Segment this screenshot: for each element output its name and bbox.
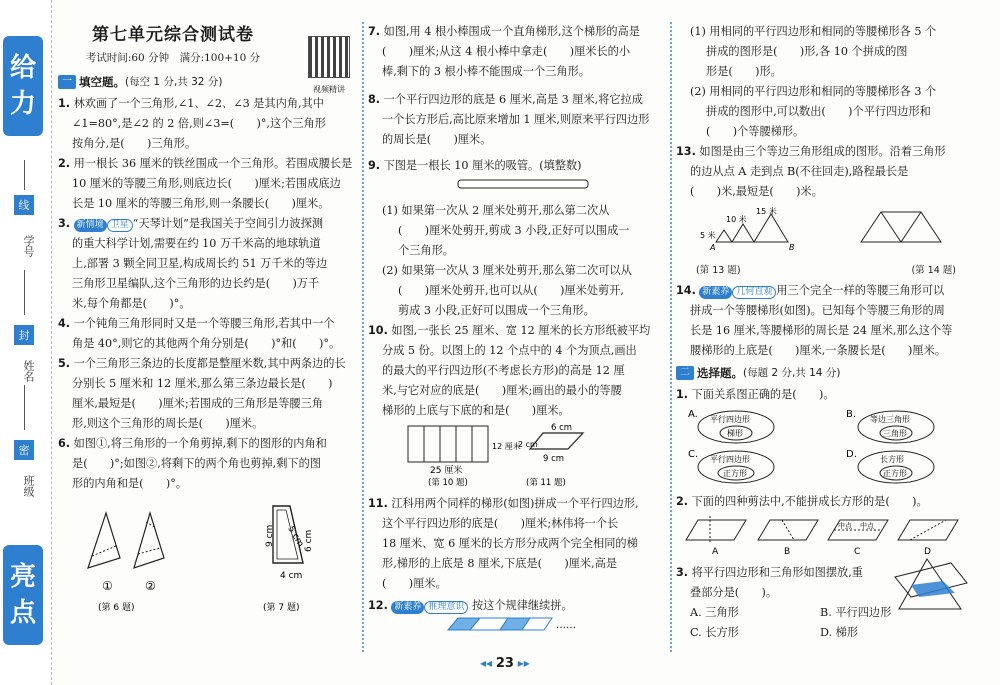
tag-badge: 新素养 (391, 601, 424, 614)
section-number: 一 (58, 75, 76, 89)
question-4 (58, 314, 358, 354)
question-text: 下面关系图正确的是( )。 (691, 388, 835, 401)
choice-1 (676, 385, 976, 492)
overlap-figure (891, 557, 971, 615)
inner-label: 梯形 (727, 429, 743, 438)
figures-q13-q14 (676, 202, 976, 258)
qr-label: 视频精讲 (313, 85, 345, 94)
question-1 (58, 94, 358, 154)
strip-tab-bottom (3, 545, 43, 645)
question-text: ( )厘米;从这 4 根小棒中拿走( )厘米长的小 (382, 45, 631, 58)
question-text: 的周长是( )厘米。 (382, 133, 492, 146)
page-title: 第七单元综合测试卷 (92, 25, 254, 45)
question-text: (1) 用相同的平行四边形和相同的等腰梯形各 5 个 (690, 25, 937, 38)
column-divider (670, 22, 672, 652)
question-text: 米,每个角都是( )°。 (72, 297, 191, 310)
question-text: 腰梯形的上底是( )厘米,一条腰长是( )厘米。 (690, 344, 946, 357)
cut-line (138, 548, 160, 554)
question-text: (1) 如果第一次从 2 厘米处剪开,那么第二次从 (382, 204, 610, 217)
tag-badge: 新情境 (74, 219, 107, 232)
figures-q10-q11 (368, 421, 668, 487)
option-key[interactable]: C. (688, 449, 699, 460)
question-text: 个三角形。 (398, 244, 454, 257)
section-number: 二 (676, 366, 694, 380)
question-text: 形,则这个三角形的周长是( )厘米。 (72, 417, 264, 430)
column-1 (58, 22, 358, 613)
section-title: 填空题。 (79, 75, 125, 89)
question-text: 林欢画了一个三角形,∠1、∠2、∠3 是其内角,其中 (73, 97, 324, 110)
strip-char: 点 (9, 598, 36, 628)
question-text: 叠部分是( )。 (690, 586, 778, 599)
question-number: 12. (368, 599, 388, 612)
rectangle-grid (408, 426, 488, 462)
dimension-label: 4 cm (280, 571, 303, 581)
question-text: 拼成一个等腰梯形(如图)。已知每个等腰三角形的周 (690, 304, 945, 317)
outer-label: 平行四边形 (710, 455, 750, 464)
dimension-label: 9 cm (265, 524, 275, 547)
name-label: 姓名 (22, 360, 35, 382)
overlap-region (911, 581, 955, 597)
question-text: 如图是由三个等边三角形组成的图形。沿着三角形 (699, 145, 946, 158)
option-key[interactable]: A. (688, 409, 698, 420)
question-text: 一个钝角三角形同时又是一个等腰三角形,若其中一个 (73, 317, 335, 330)
question-text: 如图,一张长 25 厘米、宽 12 厘米的长方形纸被平均 (391, 324, 651, 337)
figures-q6-q7 (58, 498, 358, 613)
question-text: 上,部署 3 颗全同卫星,构成周长约 51 万千米的等边 (72, 257, 328, 270)
section-note: (每题 2 分,共 14 分) (743, 367, 841, 379)
question-number: 6. (58, 437, 71, 450)
figure-label: ② (145, 579, 156, 593)
question-text: 按这个规律继续拼。 (471, 599, 573, 612)
question-text: ( )米,最短是( )米。 (690, 185, 823, 198)
strip-line (24, 160, 25, 190)
binding-strip (0, 0, 52, 685)
question-number: 4. (58, 317, 71, 330)
question-3 (58, 214, 358, 314)
strip-line (24, 385, 25, 430)
question-text: 厘米,最短是( )厘米;若围成的三角形是等腰三角 (72, 397, 323, 410)
question-text: 长是 10 厘米的等腰三角形,则一条腰长( )厘米。 (72, 197, 330, 210)
question-11 (368, 494, 668, 594)
question-9 (368, 156, 668, 321)
student-id-label: 学号 (22, 235, 35, 257)
cut-line (782, 520, 794, 540)
question-text: 米,与它对应的底是( )厘米;画出的最小的等腰 (382, 384, 622, 397)
question-text: 拼成的图形中,可以数出( )个平行四边形和 (706, 105, 931, 118)
straw (458, 180, 588, 188)
point-label: B (789, 243, 795, 252)
parallelogram (758, 520, 818, 540)
question-text: 形,梯形的上底是 8 厘米,下底是( )厘米,高是 (382, 557, 618, 570)
question-text: 这个平行四边形的底是( )厘米;林伟将一个长 (382, 517, 619, 530)
question-text: ∠1=80°,是∠2 的 2 倍,则∠3=( )°,这个三角形 (72, 117, 326, 130)
tag-badge: 几何直观 (732, 286, 776, 299)
question-number: 10. (368, 324, 388, 337)
dimension-label: 9 cm (543, 454, 565, 464)
dimension-label: 10 米 (726, 215, 747, 224)
divider-line (901, 212, 921, 242)
question-number: 1. (58, 97, 71, 110)
figure-caption: (第 10 题) (428, 478, 468, 487)
question-text: 棒,剩下的 3 根小棒不能围成一个三角形。 (382, 65, 590, 78)
strip-line (24, 270, 25, 315)
question-text: 的重大科学计划,需要在约 10 万千米高的地球轨道 (72, 237, 321, 250)
triangle-cut-shape (134, 513, 164, 568)
cut-mark: 封 (14, 325, 34, 345)
question-10 (368, 321, 668, 421)
choice-3 (676, 563, 976, 643)
option-label[interactable]: B (784, 547, 791, 556)
question-text: 一个长方形后,高比原来增加 1 厘米,则原来平行四边形 (382, 113, 650, 126)
strip-char: 给 (9, 53, 36, 83)
question-text: ( )厘米处剪开,剪成 3 小段,正好可以围成一 (398, 224, 630, 237)
choice-options-row (676, 623, 976, 643)
inner-label: 正方形 (883, 469, 907, 478)
figure-caption: (第 13 题) (696, 265, 741, 276)
option-b[interactable]: B. 平行四边形 (820, 606, 892, 619)
section-note: (每空 1 分,共 32 分) (125, 76, 223, 88)
choice-2 (676, 492, 976, 563)
question-number: 5. (58, 357, 71, 370)
question-text: 将平行四边形和三角形如图摆放,重 (691, 566, 863, 579)
triangle-small (716, 230, 732, 242)
question-number: 2. (58, 157, 71, 170)
question-text: 一个三角形三条边的长度都是整厘米数,其中两条边的长 (73, 357, 346, 370)
section-header-choice (676, 363, 976, 383)
qr-code[interactable] (308, 36, 350, 78)
triangle-cut-shape (88, 513, 120, 568)
question-text: 形是( )形。 (706, 65, 782, 78)
question-14 (676, 281, 976, 361)
strip-char: 力 (9, 89, 36, 119)
question-text: (2) 用相同的平行四边形和相同的等腰梯形各 3 个 (690, 85, 937, 98)
dimension-label: 5 cm (285, 524, 306, 549)
question-text: 梯形的上底与下底的和是( )厘米。 (382, 404, 570, 417)
question-text: 下图是一根长 10 厘米的吸管。(填整数) (383, 159, 582, 172)
question-text: 长是 16 厘米,等腰梯形的周长是 24 厘米,那么这个等 (690, 324, 953, 337)
isosceles-trapezoid (861, 212, 941, 242)
question-text: 用三个完全一样的等腰三角形可以 (776, 284, 945, 297)
tag-badge: 卫星 (107, 219, 133, 232)
question-text: ( )厘米。 (382, 577, 447, 590)
question-text: 的最大的平行四边形(不考虑长方形)的高是 12 厘 (382, 364, 625, 377)
divider-line (881, 212, 901, 242)
question-text: 分别长 5 厘米和 12 厘米,那么第三条边最长是( ) (72, 377, 333, 390)
cut-mark: 线 (14, 195, 34, 215)
dimension-label: 6 cm (304, 529, 314, 552)
outer-label: 长方形 (880, 455, 904, 464)
tag-badge: 新素养 (699, 286, 732, 299)
relation-diagrams (676, 405, 976, 485)
option-a[interactable]: A. 三角形 (690, 606, 739, 619)
question-number: 8. (368, 93, 381, 106)
question-number: 1. (676, 388, 689, 401)
dimension-label: 25 厘米 (430, 466, 463, 476)
inner-label: 三角形 (883, 429, 907, 438)
question-text: 用一根长 36 厘米的铁丝围成一个三角形。若围成腰长是 (73, 157, 353, 170)
option-d[interactable]: D. 梯形 (820, 626, 859, 639)
option-label[interactable]: D (924, 547, 931, 556)
page-number: ◂◂ 23 ▸▸ (480, 656, 530, 671)
column-3 (676, 22, 976, 643)
straw-figure (368, 176, 668, 194)
question-13 (676, 142, 976, 202)
ellipsis: …… (556, 620, 576, 631)
question-text: “天琴计划”是我国关于空间引力波探测 (132, 217, 324, 230)
midpoint-label: 中点 (860, 522, 874, 530)
outer-label: 等边三角形 (870, 415, 910, 424)
inner-label: 正方形 (723, 469, 747, 478)
question-text: 如图,用 4 根小棒围成一个直角梯形,这个梯形的高是 (383, 25, 640, 38)
question-text: 分成 5 份。以图上的 12 个点中的 4 个为顶点,画出 (382, 344, 637, 357)
question-number: 13. (676, 145, 696, 158)
triangle-medium (732, 224, 754, 242)
option-key[interactable]: D. (846, 449, 857, 460)
column-divider (362, 22, 364, 652)
class-label: 班级 (22, 475, 35, 497)
strip-tab-top (3, 36, 43, 136)
dimension-label: 12 厘米 (492, 442, 521, 451)
outer-label: 平行四边形 (710, 415, 750, 424)
dimension-label: 2 cm (518, 440, 538, 449)
strip-char: 亮 (9, 562, 36, 592)
question-text: 的边从点 A 走到点 B(不往回走),路程最长是 (690, 165, 909, 178)
pattern-figure (368, 616, 668, 632)
question-text: 10 厘米的等腰三角形,则底边长( )厘米;若围成底边 (72, 177, 341, 190)
question-text: 剪成 3 小段,正好可以围成一个三角形。 (398, 304, 595, 317)
question-text: 18 厘米、宽 6 厘米的长方形分成两个完全相同的梯 (382, 537, 638, 550)
cut-mark: 密 (14, 440, 34, 460)
dimension-label: 5 米 (700, 231, 716, 240)
question-text: 拼成的图形是( )形,各 10 个拼成的图 (706, 45, 908, 58)
question-12 (368, 596, 668, 639)
question-text: 是( )°;如图②,将剩下的两个角也剪掉,剩下的图 (72, 457, 321, 470)
option-c[interactable]: C. 长方形 (690, 626, 739, 639)
cut-line (146, 522, 156, 528)
question-8 (368, 90, 668, 150)
option-label[interactable]: C (854, 547, 861, 556)
question-number: 14. (676, 284, 696, 297)
question-number: 9. (368, 159, 381, 172)
tag-badge: 推理意识 (424, 601, 468, 614)
trapezoid-shape (530, 433, 583, 449)
cut-line (92, 546, 116, 556)
question-2 (58, 154, 358, 214)
question-number: 11. (368, 497, 388, 510)
cutting-figures (676, 512, 976, 556)
triangle-large (754, 214, 788, 242)
question-text: 三角形卫星编队,这个三角形的边长约是( )万千 (72, 277, 320, 290)
figure-label: ① (102, 579, 113, 593)
question-number: 3. (676, 566, 689, 579)
exam-info: 考试时间:60 分钟 满分:100+10 分 (85, 52, 261, 64)
figure-caption: (第 7 题) (263, 603, 300, 613)
question-6 (58, 434, 358, 494)
question-number: 3. (58, 217, 71, 230)
option-key[interactable]: B. (846, 409, 857, 420)
dimension-label: 15 米 (756, 207, 777, 216)
question-text: ( )个等腰梯形。 (706, 125, 805, 138)
point-label: A (710, 243, 716, 252)
question-7 (368, 22, 668, 82)
column-2 (368, 22, 668, 639)
question-text: 下面的四种剪法中,不能拼成长方形的是( )。 (691, 495, 928, 508)
question-text: 一个平行四边形的底是 6 厘米,高是 3 厘米,将它拉成 (383, 93, 643, 106)
question-text: 按角分,是( )三角形。 (72, 137, 197, 150)
question-text: 如图①,将三角形的一个角剪掉,剩下的图形的内角和 (73, 437, 327, 450)
question-text: 江科用两个同样的梯形(如图)拼成一个平行四边形, (391, 497, 639, 510)
question-text: ( )厘米处剪开,也可以从( )厘米处剪开, (398, 284, 624, 297)
question-text: 角是 40°,则它的其他两个角分别是( )°和( )°。 (72, 337, 341, 350)
figure-caption: (第 14 题) (911, 265, 956, 276)
question-5 (58, 354, 358, 434)
section-title: 选择题。 (697, 366, 743, 380)
dimension-label: 6 cm (551, 423, 573, 433)
question-number: 7. (368, 25, 381, 38)
captions-row (696, 261, 956, 281)
midpoint-label: 中点 (838, 522, 852, 530)
question-text: 形的内角和是( )°。 (72, 477, 188, 490)
figure-caption: (第 11 题) (526, 478, 566, 487)
figure-caption: (第 6 题) (98, 603, 135, 613)
page-number-value: 23 (495, 656, 514, 671)
question-text: (2) 如果第一次从 3 厘米处剪开,那么第二次可以从 (382, 264, 632, 277)
parallelogram (686, 520, 746, 540)
question-number: 2. (676, 495, 689, 508)
cut-line (910, 520, 946, 540)
option-label[interactable]: A (712, 547, 719, 556)
